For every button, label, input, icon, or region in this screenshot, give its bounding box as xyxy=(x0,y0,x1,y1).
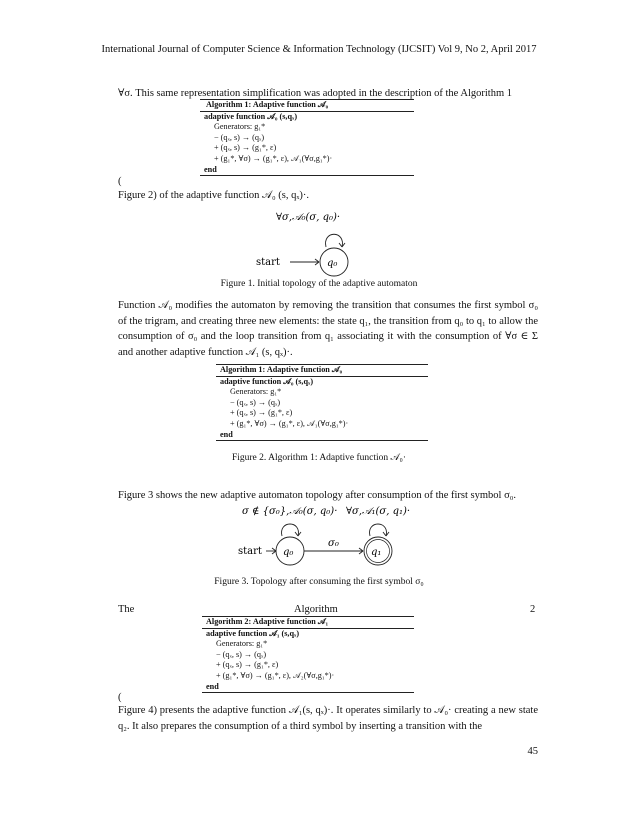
figure-3-diagram xyxy=(228,502,428,568)
algo-line: + (qₓ, s) → (g₁*, ε) xyxy=(216,660,279,670)
algorithm-2 xyxy=(202,616,414,693)
page-number: 45 xyxy=(527,746,538,757)
paragraph-fig3: Figure 3 shows the new adaptive automaton topology after consumption of the first symbol σ₀. xyxy=(118,490,517,501)
fig1-start-label: start xyxy=(256,257,280,268)
figure-2-caption: Figure 2. Algorithm 1: Adaptive function 𝒜₀· xyxy=(231,453,407,463)
algo-line: end xyxy=(220,429,233,439)
open-paren: ( xyxy=(118,692,122,703)
word-the: The xyxy=(118,604,135,615)
fig3-state-q0-label: q₀ xyxy=(283,547,294,558)
paragraph-function: Function 𝒜₀ modifies the automaton by removing the transition that consumes the first symbol σ₀ of the trigram, and creating three new elements: the state q₁, the transition from q₀ to q₁ to allow the consumption of σ₀ and the loop transition from q₁ associating it with the consumption of ∀σ ∈ Σ and another adaptive function 𝒜₁ (s, qₓ)·. xyxy=(118,300,538,358)
algo-line: − (qₓ, s) → (qₓ) xyxy=(230,397,281,407)
word-2: 2 xyxy=(530,604,536,615)
fig3-loop-q1 xyxy=(370,524,387,536)
algo-line: Generators: g₁* xyxy=(216,639,268,649)
fig3-loop-label-q0: σ ∉ {σ₀},𝒜₀(σ, q₀)· xyxy=(242,506,338,517)
algo-line: adaptive function 𝒜₁ (s,qₓ) xyxy=(206,628,300,638)
algo-line: end xyxy=(204,164,217,174)
algo-title: Algorithm 2: Adaptive function 𝒜₁ xyxy=(206,617,329,626)
algo-rule-bottom xyxy=(216,440,428,441)
algo-line: + (g₁*, ∀σ) → (g₁*, ε), 𝒜₁(∀σ,g₁*)· xyxy=(214,153,333,163)
paragraph-intro: ∀σ. This same representation simplification was adopted in the description of the Algorithm 1 xyxy=(118,88,512,99)
word-algorithm: Algorithm xyxy=(294,604,338,615)
fig1-state-label: q₀ xyxy=(327,258,338,269)
algo-line: − (qₓ, s) → (qₓ) xyxy=(214,132,265,142)
fig3-state-q1-label: q₁ xyxy=(371,547,382,558)
algo-line: + (g₁*, ∀σ) → (g₁*, ε), 𝒜₂(∀σ,g₁*)· xyxy=(216,670,335,680)
paragraph-fig2-reference: Figure 2) of the adaptive function 𝒜₀ (s, qₓ)·. xyxy=(118,190,310,201)
figure-1-caption: Figure 1. Initial topology of the adaptive automaton xyxy=(220,279,418,289)
figure-3-caption: Figure 3. Topology after consuming the first symbol σ₀ xyxy=(214,577,424,587)
algo-title: Algorithm 1: Adaptive function 𝒜₀ xyxy=(220,365,343,374)
open-paren: ( xyxy=(118,176,122,187)
fig3-loop-label-q1: ∀σ,𝒜₁(σ, q₁)· xyxy=(346,506,411,517)
algo-line: − (qₓ, s) → (qₓ) xyxy=(216,649,267,659)
algo-line: + (g₁*, ∀σ) → (g₁*, ε), 𝒜₁(∀σ,g₁*)· xyxy=(230,418,349,428)
fig1-loop-label: ∀σ,𝒜₀(σ, q₀)· xyxy=(276,212,341,223)
algo-line: end xyxy=(206,681,219,691)
algo-line: Generators: g₁* xyxy=(230,387,282,397)
fig3-loop-q0 xyxy=(282,524,299,536)
running-header: International Journal of Computer Science & Information Technology (IJCSIT) Vol 9, No 2, April 2017 xyxy=(101,44,537,55)
algo-line: adaptive function 𝒜₀ (s,qₓ) xyxy=(220,376,314,386)
algo-line: adaptive function 𝒜₀ (s,qₓ) xyxy=(204,111,298,121)
algo-line: + (qₓ, s) → (g₁*, ε) xyxy=(214,143,277,153)
algorithm-1-mid xyxy=(216,364,428,441)
fig3-edge-label: σ₀ xyxy=(328,538,339,549)
fig1-loop-arrow xyxy=(326,234,343,247)
fig3-start-label: start xyxy=(238,546,262,557)
algo-line: Generators: g₁* xyxy=(214,122,266,132)
algo-title: Algorithm 1: Adaptive function 𝒜₀ xyxy=(206,100,329,109)
figure-1-diagram xyxy=(228,206,408,278)
algo-line: + (qₓ, s) → (g₁*, ε) xyxy=(230,408,293,418)
algorithm-1-top xyxy=(200,99,414,176)
paragraph-fig4: Figure 4) presents the adaptive function 𝒜₁(s, qₓ)·. It operates similarly to 𝒜₀· creating a new state q₂. It also prepares the consumption of a third symbol by inserting a transition with the xyxy=(118,705,538,732)
